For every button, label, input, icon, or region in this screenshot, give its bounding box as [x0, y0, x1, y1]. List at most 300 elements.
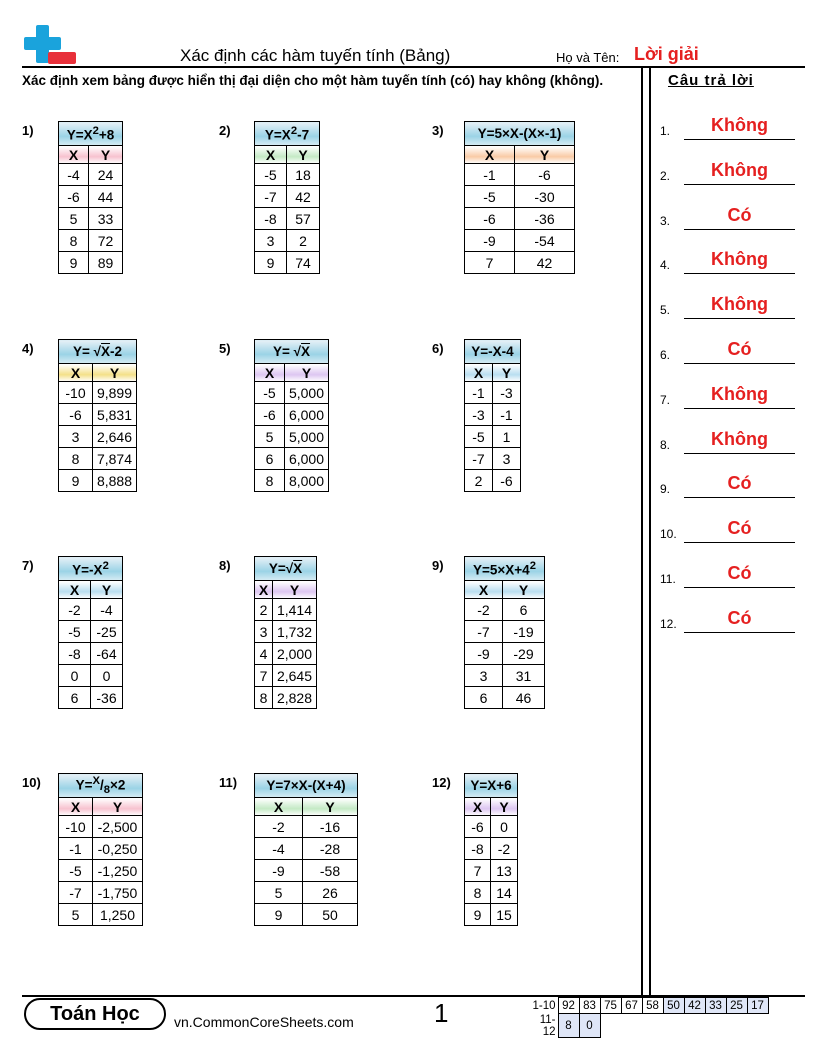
radicand: X	[101, 344, 111, 359]
answer-line	[684, 453, 795, 454]
answer-line	[684, 363, 795, 364]
table-row	[465, 882, 518, 904]
table-row	[255, 252, 320, 274]
y-value: -36	[91, 687, 123, 709]
function-text: Y=5×X-(X×-1)	[477, 126, 562, 141]
answer-value: Không	[711, 294, 768, 315]
table-row	[465, 382, 521, 404]
table-row	[255, 208, 320, 230]
x-value: 9	[465, 904, 491, 926]
function-label	[59, 340, 137, 364]
column-header-y: Y	[303, 798, 358, 816]
answer-item	[660, 200, 795, 230]
score-cell: 67	[621, 998, 642, 1014]
y-value: -58	[303, 860, 358, 882]
table-row	[59, 904, 143, 926]
problem-number: 10)	[22, 775, 41, 790]
table-row	[255, 230, 320, 252]
column-header-y: Y	[273, 581, 317, 599]
table-row	[465, 904, 518, 926]
score-row	[528, 1014, 768, 1038]
x-value: 7	[465, 860, 491, 882]
name-label: Họ và Tên:	[556, 50, 620, 65]
y-value: 1,732	[273, 621, 317, 643]
table-row	[59, 382, 137, 404]
table-row	[255, 470, 329, 492]
column-header-y: Y	[491, 798, 518, 816]
table-row	[59, 252, 123, 274]
column-header-row	[255, 798, 358, 816]
x-value: 0	[59, 665, 91, 687]
function-text: +8	[98, 127, 115, 143]
y-value: 7,874	[93, 448, 137, 470]
function-text: Y= √	[272, 344, 302, 359]
function-table	[464, 556, 545, 709]
table-row	[59, 230, 123, 252]
y-value: -54	[515, 230, 575, 252]
exponent: 2	[529, 559, 536, 572]
x-value: -9	[465, 643, 503, 665]
function-label	[255, 774, 358, 798]
column-header-x: X	[465, 364, 493, 382]
answer-item	[660, 513, 795, 543]
y-value: -36	[515, 208, 575, 230]
x-value: -5	[255, 164, 287, 186]
y-value: -28	[303, 838, 358, 860]
y-value: 2,646	[93, 426, 137, 448]
score-table	[528, 997, 769, 1038]
column-header-x: X	[255, 798, 303, 816]
x-value: -5	[59, 860, 93, 882]
table-row	[255, 404, 329, 426]
answer-number: 9.	[660, 482, 671, 497]
table-row	[465, 816, 518, 838]
table-row	[465, 448, 521, 470]
function-label	[255, 340, 329, 364]
score-cell: 92	[558, 998, 579, 1014]
x-value: 7	[465, 252, 515, 274]
y-value: 42	[515, 252, 575, 274]
column-header-row	[465, 146, 575, 164]
radicand: X	[301, 344, 311, 359]
column-header-row	[255, 146, 320, 164]
function-text: Y=X+6	[470, 778, 512, 793]
y-value: 5,000	[285, 426, 329, 448]
website-link[interactable]: vn.CommonCoreSheets.com	[174, 1014, 354, 1030]
column-header-x: X	[465, 798, 491, 816]
score-row-label: 11-12	[539, 1013, 556, 1038]
function-text: Y=	[75, 777, 93, 793]
function-label	[255, 122, 320, 146]
y-value: 42	[287, 186, 320, 208]
x-value: -7	[255, 186, 287, 208]
answer-item	[660, 603, 795, 633]
y-value: 2,645	[273, 665, 317, 687]
y-value: -2,500	[93, 816, 143, 838]
table-row	[465, 404, 521, 426]
y-value: -4	[91, 599, 123, 621]
function-table	[58, 339, 137, 492]
score-cell: 50	[663, 998, 684, 1014]
column-header-row	[465, 581, 545, 599]
function-table	[464, 773, 518, 926]
function-row	[255, 340, 329, 364]
function-row	[255, 774, 358, 798]
x-value: -8	[255, 208, 287, 230]
table-row	[465, 426, 521, 448]
y-value: -1,750	[93, 882, 143, 904]
y-value: 50	[303, 904, 358, 926]
x-value: 5	[59, 208, 89, 230]
y-value: 2,828	[273, 687, 317, 709]
problem-number: 11)	[219, 775, 238, 790]
function-label	[465, 122, 575, 146]
x-value: -9	[465, 230, 515, 252]
table-row	[465, 230, 575, 252]
y-value: 8,000	[285, 470, 329, 492]
answer-number: 7.	[660, 392, 671, 407]
function-label	[465, 774, 518, 798]
y-value: -25	[91, 621, 123, 643]
function-text: -2	[110, 344, 123, 359]
problem-number: 6)	[432, 341, 444, 356]
score-cell: 0	[579, 1014, 600, 1038]
answer-line	[684, 318, 795, 319]
answer-item	[660, 468, 795, 498]
y-value: -0,250	[93, 838, 143, 860]
table-row	[255, 665, 317, 687]
x-value: -2	[255, 816, 303, 838]
problem-number: 5)	[219, 341, 231, 356]
y-value: 74	[287, 252, 320, 274]
x-value: 6	[465, 687, 503, 709]
table-row	[255, 164, 320, 186]
score-cell: 17	[747, 998, 768, 1014]
y-value: 2,000	[273, 643, 317, 665]
x-value: -6	[255, 404, 285, 426]
x-value: -1	[465, 164, 515, 186]
y-value: 0	[91, 665, 123, 687]
table-row	[255, 882, 358, 904]
column-header-y: Y	[287, 146, 320, 164]
function-label	[59, 774, 143, 798]
x-value: -6	[59, 186, 89, 208]
y-value: -6	[493, 470, 521, 492]
column-header-y: Y	[285, 364, 329, 382]
table-row	[465, 470, 521, 492]
score-cell: 25	[726, 998, 747, 1014]
x-value: 2	[255, 599, 273, 621]
exponent: 2	[102, 559, 109, 572]
function-text: -7	[297, 127, 310, 143]
score-cell: 83	[579, 998, 600, 1014]
table-row	[59, 448, 137, 470]
table-row	[465, 164, 575, 186]
table-row	[59, 470, 137, 492]
exponent: 2	[290, 124, 298, 137]
answer-number: 4.	[660, 258, 671, 273]
y-value: 9,899	[93, 382, 137, 404]
column-header-row	[465, 364, 521, 382]
column-header-y: Y	[91, 581, 123, 599]
table-row	[59, 208, 123, 230]
x-value: -1	[465, 382, 493, 404]
table-row	[59, 665, 123, 687]
x-value: -5	[465, 186, 515, 208]
x-value: 5	[255, 426, 285, 448]
answer-value: Không	[711, 428, 768, 449]
x-value: 2	[465, 470, 493, 492]
y-value: 44	[89, 186, 123, 208]
answer-value: Có	[727, 518, 752, 539]
table-row	[255, 426, 329, 448]
x-value: 7	[255, 665, 273, 687]
column-header-x: X	[255, 146, 287, 164]
x-value: 8	[465, 882, 491, 904]
exponent: 2	[92, 124, 99, 137]
x-value: 5	[59, 904, 93, 926]
x-value: 9	[255, 252, 287, 274]
y-value: 46	[503, 687, 545, 709]
function-row	[59, 122, 123, 146]
column-header-y: Y	[515, 146, 575, 164]
answer-value: Có	[727, 204, 752, 225]
table-row	[255, 838, 358, 860]
x-value: -6	[465, 208, 515, 230]
function-table	[58, 556, 123, 709]
y-value: 1,250	[93, 904, 143, 926]
answer-item	[660, 244, 795, 274]
x-value: 8	[59, 230, 89, 252]
column-header-x: X	[255, 581, 273, 599]
y-value: 5,000	[285, 382, 329, 404]
table-row	[255, 904, 358, 926]
x-value: -4	[255, 838, 303, 860]
function-row	[465, 340, 521, 364]
fraction-slash: /	[99, 777, 104, 793]
table-row	[59, 599, 123, 621]
y-value: 8,888	[93, 470, 137, 492]
function-text: Y=X	[66, 127, 93, 143]
y-value: -19	[503, 621, 545, 643]
table-row	[465, 621, 545, 643]
page-number: 1	[434, 998, 449, 1028]
table-row	[59, 643, 123, 665]
table-row	[255, 687, 317, 709]
answer-line	[684, 184, 795, 185]
answer-number: 1.	[660, 124, 671, 138]
x-value: -8	[465, 838, 491, 860]
answer-line	[684, 229, 795, 230]
y-value: 14	[491, 882, 518, 904]
answer-line	[684, 497, 795, 498]
column-header-x: X	[59, 364, 93, 382]
y-value: -1	[493, 404, 521, 426]
function-label	[465, 340, 521, 364]
column-header-x: X	[465, 581, 503, 599]
y-value: 13	[491, 860, 518, 882]
table-row	[59, 882, 143, 904]
header-rule	[22, 66, 805, 68]
x-value: -10	[59, 816, 93, 838]
table-row	[465, 860, 518, 882]
answer-number: 10.	[660, 527, 677, 542]
table-row	[255, 448, 329, 470]
x-value: 8	[255, 470, 285, 492]
y-value: 72	[89, 230, 123, 252]
score-cell: 42	[684, 998, 705, 1014]
x-value: -2	[59, 599, 91, 621]
function-text: Y=√	[268, 561, 294, 576]
y-value: 1	[493, 426, 521, 448]
answer-value: Không	[711, 115, 768, 135]
answer-value: Có	[727, 339, 752, 359]
y-value: 1,414	[273, 599, 317, 621]
x-value: 4	[255, 643, 273, 665]
y-value: 6	[503, 599, 545, 621]
x-value: -6	[465, 816, 491, 838]
answer-number: 8.	[660, 437, 671, 452]
answer-value: Không	[711, 383, 768, 404]
x-value: -7	[465, 448, 493, 470]
function-text: Y=X	[264, 127, 291, 143]
table-row	[465, 208, 575, 230]
answer-value: Không	[711, 159, 768, 180]
table-row	[59, 687, 123, 709]
function-text: Y=5×X+4	[473, 562, 530, 578]
column-header-y: Y	[89, 146, 123, 164]
column-header-row	[59, 581, 123, 599]
column-header-y: Y	[93, 798, 143, 816]
table-row	[59, 838, 143, 860]
column-header-x: X	[59, 798, 93, 816]
y-value: 24	[89, 164, 123, 186]
table-row	[59, 621, 123, 643]
column-header-x: X	[465, 146, 515, 164]
y-value: 18	[287, 164, 320, 186]
table-row	[465, 838, 518, 860]
x-value: -4	[59, 164, 89, 186]
column-header-x: X	[255, 364, 285, 382]
x-value: 3	[465, 665, 503, 687]
answer-value: Có	[727, 607, 752, 628]
answer-item	[660, 334, 795, 364]
column-header-y: Y	[93, 364, 137, 382]
answer-item	[660, 110, 795, 140]
function-row	[255, 557, 317, 581]
answer-line	[684, 139, 795, 140]
function-row	[59, 340, 137, 364]
answer-value: Không	[711, 249, 768, 270]
x-value: -6	[59, 404, 93, 426]
x-value: -5	[255, 382, 285, 404]
y-value: 3	[493, 448, 521, 470]
y-value: 6,000	[285, 448, 329, 470]
answer-item	[660, 424, 795, 454]
x-value: -7	[59, 882, 93, 904]
y-value: 0	[491, 816, 518, 838]
y-value: -1,250	[93, 860, 143, 882]
problem-number: 3)	[432, 123, 444, 138]
problem-number: 4)	[22, 341, 34, 356]
score-cell: 75	[600, 998, 621, 1014]
y-value: 26	[303, 882, 358, 904]
name-value: Lời giải	[634, 44, 699, 64]
answer-line	[684, 632, 795, 633]
table-row	[255, 860, 358, 882]
x-value: 5	[255, 882, 303, 904]
function-label	[465, 557, 545, 581]
problem-number: 2)	[219, 123, 231, 138]
table-row	[59, 426, 137, 448]
y-value: 57	[287, 208, 320, 230]
instructions: Xác định xem bảng được hiển thị đại diện cho một hàm tuyến tính (có) hay không (không).	[22, 73, 604, 88]
plus-minus-logo	[22, 25, 78, 69]
x-value: -8	[59, 643, 91, 665]
answer-line	[684, 273, 795, 274]
answer-number: 5.	[660, 303, 671, 318]
y-value: -64	[91, 643, 123, 665]
table-row	[465, 643, 545, 665]
table-row	[255, 382, 329, 404]
y-value: -2	[491, 838, 518, 860]
radicand: X	[293, 561, 303, 576]
x-value: 3	[59, 426, 93, 448]
y-value: -6	[515, 164, 575, 186]
answer-line	[684, 587, 795, 588]
function-table	[254, 556, 317, 709]
x-value: 9	[59, 470, 93, 492]
x-value: -5	[59, 621, 91, 643]
brand-badge: Toán Học	[24, 998, 166, 1030]
y-value: 5,831	[93, 404, 137, 426]
x-value: 9	[59, 252, 89, 274]
function-row	[465, 557, 545, 581]
function-label	[255, 557, 317, 581]
answer-item	[660, 289, 795, 319]
x-value: 9	[255, 904, 303, 926]
score-cell: 58	[642, 998, 663, 1014]
answer-item	[660, 379, 795, 409]
y-value: -3	[493, 382, 521, 404]
y-value: 6,000	[285, 404, 329, 426]
answer-value: Có	[727, 473, 752, 494]
answer-line	[684, 408, 795, 409]
table-row	[59, 186, 123, 208]
y-value: 15	[491, 904, 518, 926]
column-header-row	[255, 581, 317, 599]
x-value: -9	[255, 860, 303, 882]
table-row	[255, 643, 317, 665]
table-row	[255, 599, 317, 621]
function-label	[59, 557, 123, 581]
x-value: 6	[59, 687, 91, 709]
table-row	[255, 186, 320, 208]
table-row	[465, 665, 545, 687]
function-text: ×2	[110, 777, 126, 793]
answer-number: 3.	[660, 213, 671, 228]
x-value: -10	[59, 382, 93, 404]
answer-number: 12.	[660, 616, 677, 631]
score-row-label: 1-10	[532, 999, 556, 1012]
y-value: -30	[515, 186, 575, 208]
y-value: 33	[89, 208, 123, 230]
answer-item	[660, 558, 795, 588]
column-header-row	[465, 798, 518, 816]
answer-number: 6.	[660, 348, 671, 362]
function-row	[59, 557, 123, 581]
function-table	[464, 339, 521, 492]
